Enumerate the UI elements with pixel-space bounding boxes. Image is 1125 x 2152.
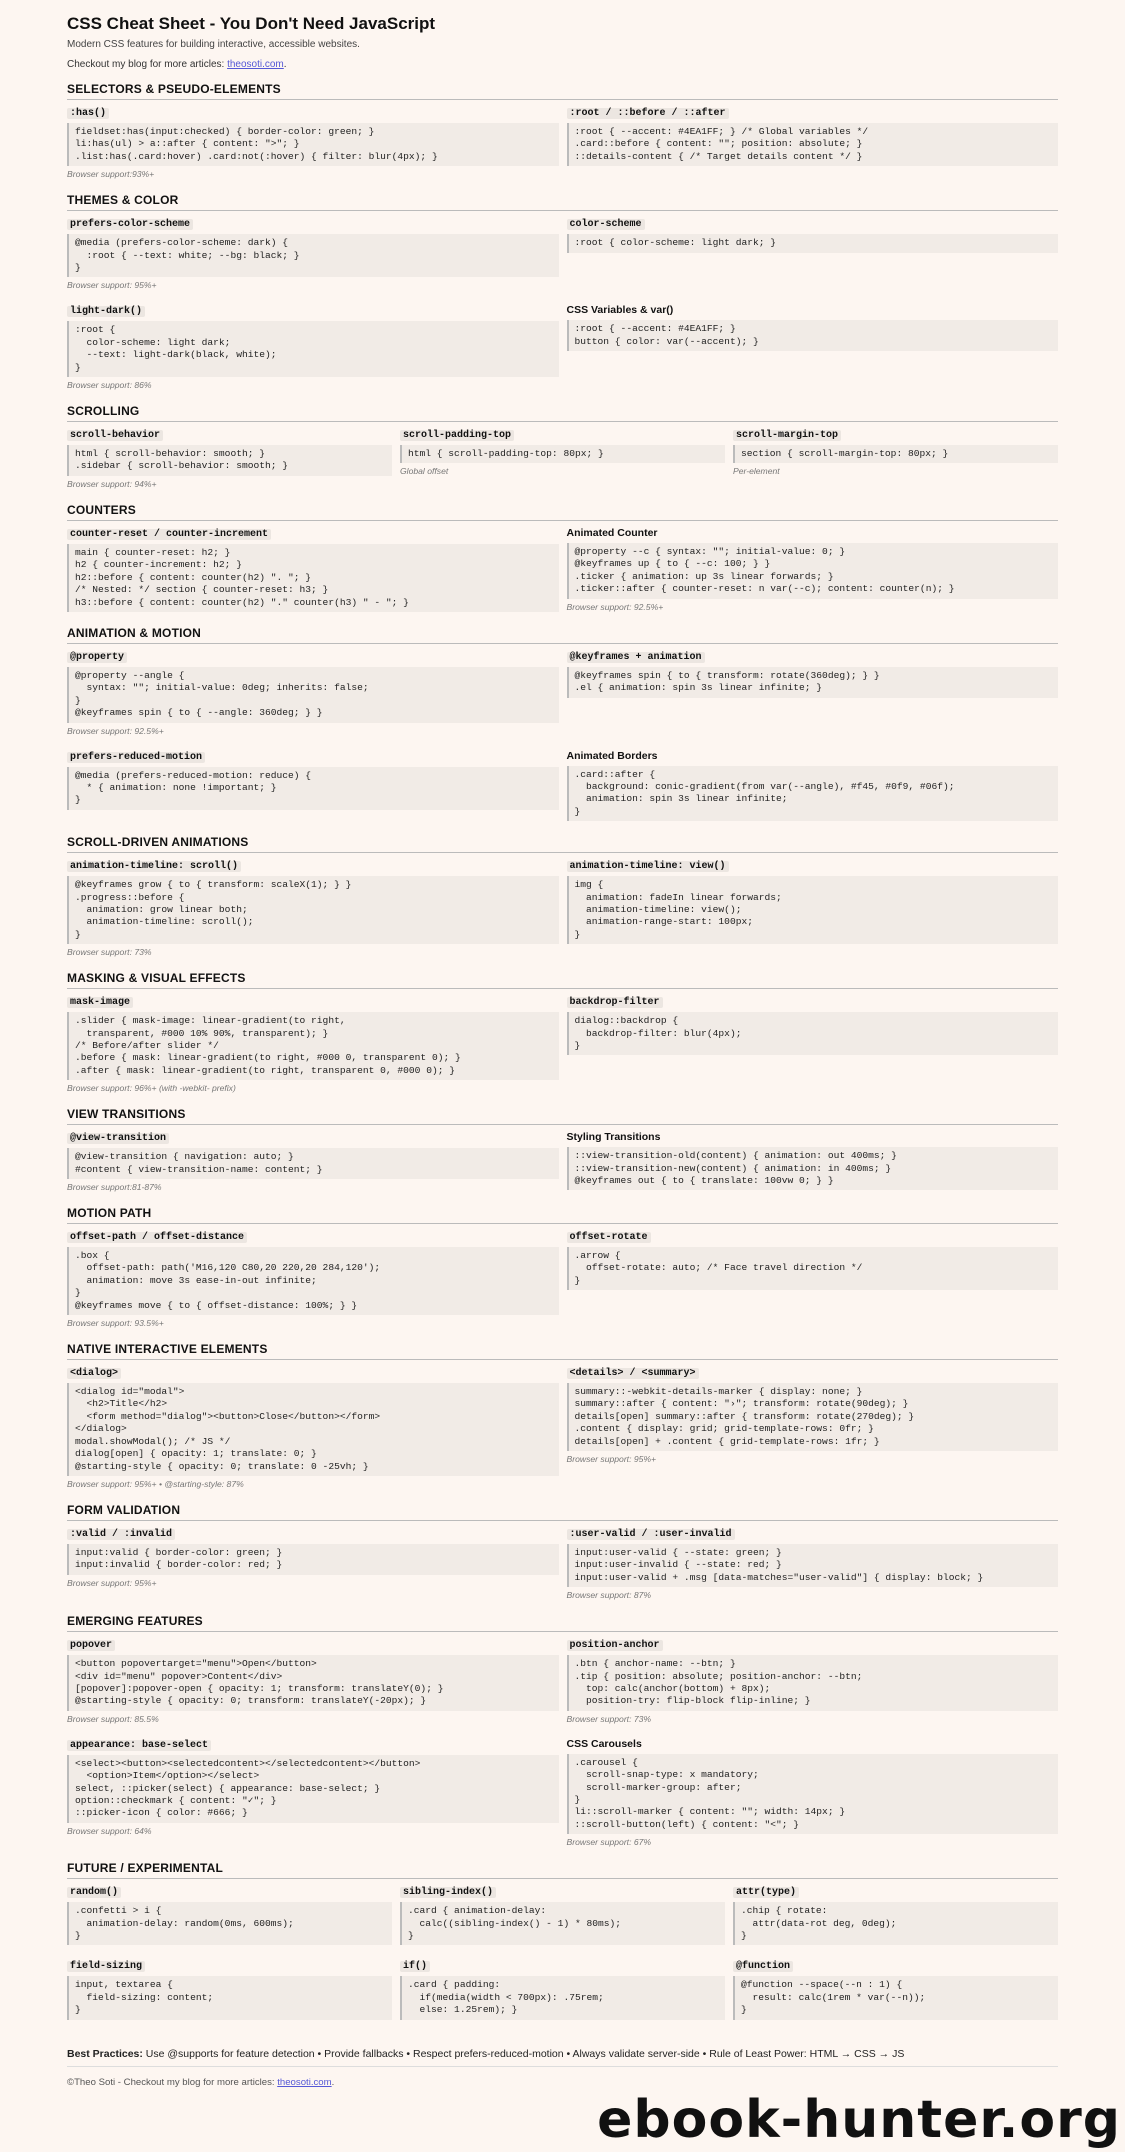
feature-title (67, 1230, 559, 1243)
code-snippet: @keyframes spin { to { transform: rotate(360deg); } } .el { animation: spin 3s linear infinite; } (567, 667, 1059, 698)
code-snippet: ::view-transition-old(content) { animation: out 400ms; } ::view-transition-new(content) { animation: in 400ms; } @keyframes out { to { translate: 100vw 0; } } (567, 1147, 1059, 1190)
page-title: CSS Cheat Sheet - You Don't Need JavaScript (67, 14, 436, 33)
feature-card (67, 995, 559, 1093)
section-title: SCROLL-DRIVEN ANIMATIONS (67, 835, 1058, 853)
section-grid (67, 527, 1058, 612)
browser-support-note: Browser support: 87% (566, 1590, 652, 1601)
feature-title (67, 750, 559, 763)
footer (67, 2077, 1058, 2088)
feature-title (400, 428, 725, 441)
browser-support-note: Browser support:93%+ (67, 169, 155, 180)
feature-card (567, 1527, 1059, 1600)
section-title: VIEW TRANSITIONS (67, 1107, 1058, 1125)
code-snippet: @media (prefers-reduced-motion: reduce) { * { animation: none !important; } } (67, 767, 559, 810)
feature-card (67, 750, 559, 822)
browser-support-note: Browser support: 96%+ (with -webkit- prefix) (67, 1083, 236, 1094)
feature-card (567, 750, 1059, 822)
code-snippet: @property --angle { syntax: ""; initial-value: 0deg; inherits: false; } @keyframes spin { to { --angle: 360deg; } } (67, 667, 559, 723)
feature-card (400, 1885, 725, 1945)
feature-card (567, 1230, 1059, 1328)
browser-support-note: Browser support: 95%+ (566, 1454, 657, 1465)
code-snippet: <button popovertarget="menu">Open</button> <div id="menu" popover>Content</div> [popover]:popover-open { opacity: 1; transform: translateY(0); } @starting-style { opacity: 0; transform: translateY(-20px); } (67, 1655, 559, 1711)
blog-prefix: Checkout my blog for more articles: (67, 59, 228, 70)
feature-title-code: color-scheme (567, 219, 645, 230)
feature-card (67, 217, 559, 290)
feature-title (567, 859, 1059, 872)
feature-title-code: if() (400, 1961, 430, 1972)
code-snippet: summary::-webkit-details-marker { display: none; } summary::after { content: "›"; transform: rotate(90deg); } details[open] summary::after { transform: rotate(270deg); } .content { display: grid; grid-template-rows: 0fr; } details[open] + .content { grid-template-rows: 1fr; } (567, 1383, 1059, 1451)
feature-title (567, 1527, 1059, 1540)
cheat-sheet-page (67, 14, 1058, 2088)
code-snippet: input, textarea { field-sizing: content; } (67, 1976, 392, 2019)
section (67, 503, 1058, 612)
section-title: SCROLLING (67, 404, 1058, 422)
feature-card (567, 1366, 1059, 1489)
code-snippet: @function --space(--n : 1) { result: calc(1rem * var(--n)); } (733, 1976, 1058, 2019)
feature-title-code: prefers-reduced-motion (67, 752, 205, 763)
feature-card (67, 527, 559, 612)
section-title: FUTURE / EXPERIMENTAL (67, 1861, 1058, 1879)
code-snippet: html { scroll-behavior: smooth; } .sidebar { scroll-behavior: smooth; } (67, 445, 392, 476)
code-snippet: .card::after { background: conic-gradient(from var(--angle), #f45, #0f9, #06f); animation: spin 3s linear infinite; } (567, 766, 1059, 822)
section (67, 971, 1058, 1093)
section (67, 1107, 1058, 1192)
browser-support-note: Browser support: 73% (67, 947, 152, 958)
footer-suffix: . (331, 2076, 335, 2088)
section (67, 1342, 1058, 1489)
section-grid (67, 1131, 1058, 1192)
section-title: MASKING & VISUAL EFFECTS (67, 971, 1058, 989)
code-snippet: main { counter-reset: h2; } h2 { counter-increment: h2; } h2::before { content: counter(h2) ". "; } /* Nested: */ section { counter-reset: h3; } h3::before { content: counter(h2) "." counter(h3) " - "; } (67, 544, 559, 612)
feature-title-code: <dialog> (67, 1368, 121, 1379)
section (67, 82, 1058, 179)
section-grid (67, 1885, 1058, 2019)
feature-title: Animated Borders (566, 749, 658, 762)
code-snippet: .arrow { offset-rotate: auto; /* Face travel direction */ } (567, 1247, 1059, 1290)
feature-title (400, 1885, 725, 1898)
browser-support-note: Browser support: 95%+ (67, 1577, 157, 1588)
browser-support-note: Browser support: 95%+ (67, 280, 157, 291)
best-practices-label: Best Practices: (67, 2047, 143, 2060)
feature-card (67, 1527, 559, 1600)
feature-title (567, 1230, 1059, 1243)
code-snippet: .chip { rotate: attr(data-rot deg, 0deg); } (733, 1902, 1058, 1945)
feature-title: Animated Counter (566, 526, 658, 539)
section-title: SELECTORS & PSEUDO-ELEMENTS (67, 82, 1058, 100)
section-grid (67, 428, 1058, 489)
watermark: ebook-hunter.org (597, 2090, 1121, 2150)
feature-title-code: random() (67, 1887, 121, 1898)
section (67, 1861, 1058, 2019)
feature-title-code: mask-image (67, 997, 133, 1008)
feature-title (733, 1885, 1058, 1898)
browser-support-note: Browser support: 73% (566, 1713, 652, 1724)
footer-link[interactable]: theosoti.com (277, 2076, 332, 2088)
feature-title (733, 428, 1058, 441)
section-title: NATIVE INTERACTIVE ELEMENTS (67, 1342, 1058, 1360)
browser-support-note: Browser support: 67% (566, 1837, 652, 1848)
code-snippet: :root { --accent: #4EA1FF; } /* Global variables */ .card::before { content: ""; position: absolute; } ::details-content { /* Target details content */ } (567, 123, 1059, 166)
feature-card (567, 1131, 1059, 1192)
section (67, 1614, 1058, 1847)
feature-title-code: @keyframes + animation (567, 652, 705, 663)
feature-title (567, 106, 1059, 119)
feature-title (67, 527, 559, 540)
feature-title-code: animation-timeline: view() (567, 861, 729, 872)
section (67, 193, 1058, 390)
browser-support-note: Browser support: 92.5%+ (67, 725, 164, 736)
feature-card (733, 428, 1058, 489)
browser-support-note: Global offset (400, 466, 449, 477)
section-title: MOTION PATH (67, 1206, 1058, 1224)
feature-card (67, 1230, 559, 1328)
browser-support-note: Browser support: 92.5%+ (566, 601, 664, 612)
feature-card (67, 1738, 559, 1847)
code-snippet: input:user-valid { --state: green; } input:user-invalid { --state: red; } input:user-valid + .msg [data-matches="user-valid"] { display: block; } (567, 1544, 1059, 1587)
browser-support-note: Browser support:81-87% (67, 1182, 162, 1193)
feature-card (67, 1959, 392, 2019)
feature-card (567, 106, 1059, 179)
feature-title (67, 1131, 559, 1144)
feature-title-code: position-anchor (567, 1640, 663, 1651)
browser-support-note: Browser support: 93.5%+ (67, 1318, 164, 1329)
browser-support-note: Browser support: 64% (67, 1825, 152, 1836)
feature-title-code: @function (733, 1961, 793, 1972)
section (67, 404, 1058, 489)
feature-card (67, 304, 559, 390)
code-snippet: @view-transition { navigation: auto; } #content { view-transition-name: content; } (67, 1148, 559, 1179)
feature-title-code: prefers-color-scheme (67, 219, 193, 230)
feature-title (567, 995, 1059, 1008)
feature-title-code: scroll-padding-top (400, 430, 514, 441)
feature-card (567, 1638, 1059, 1724)
feature-title (67, 995, 559, 1008)
feature-title (67, 106, 559, 119)
code-snippet: <select><button><selectedcontent></selectedcontent></button> <option>Item</option></select> select, ::picker(select) { appearance: base-select; } option::checkmark { content: "✓"; } ::picker-icon { color: #666; } (67, 1755, 559, 1823)
feature-card (567, 217, 1059, 290)
feature-card (400, 428, 725, 489)
feature-card (400, 1959, 725, 2019)
section-grid (67, 1230, 1058, 1328)
feature-card (567, 1738, 1059, 1847)
feature-title-code: :valid / :invalid (67, 1529, 175, 1540)
code-snippet: img { animation: fadeIn linear forwards; animation-timeline: view(); animation-range-start: 100px; } (567, 876, 1059, 944)
code-snippet: .card { padding: if(media(width < 700px): .75rem; else: 1.25rem); } (400, 1976, 725, 2019)
feature-card (67, 1366, 559, 1489)
section-title: EMERGING FEATURES (67, 1614, 1058, 1632)
section-grid (67, 217, 1058, 390)
feature-card (567, 995, 1059, 1093)
browser-support-note: Browser support: 85.5% (67, 1713, 159, 1724)
best-practices-text: Use @supports for feature detection • Provide fallbacks • Respect prefers-reduced-motion • Always validate server-side • Rule of Least Power: HTML → CSS → JS (142, 2047, 905, 2060)
feature-title-code: offset-path / offset-distance (67, 1232, 247, 1243)
blog-suffix: . (283, 59, 287, 70)
feature-card (67, 650, 559, 736)
feature-card (67, 1885, 392, 1945)
section-title: COUNTERS (67, 503, 1058, 521)
code-snippet: .btn { anchor-name: --btn; } .tip { position: absolute; position-anchor: --btn; top: calc(anchor(bottom) + 8px); position-try: flip-block flip-inline; } (567, 1655, 1059, 1711)
feature-title-code: light-dark() (67, 306, 145, 317)
code-snippet: html { scroll-padding-top: 80px; } (400, 445, 725, 463)
blog-line (67, 59, 1058, 70)
feature-title-code: sibling-index() (400, 1887, 496, 1898)
feature-title-code: :has() (67, 108, 109, 119)
section-grid (67, 859, 1058, 957)
section (67, 1503, 1058, 1600)
feature-card (567, 304, 1059, 390)
feature-title (733, 1959, 1058, 1972)
feature-title: Styling Transitions (566, 1131, 661, 1144)
code-snippet: @property --c { syntax: ""; initial-value: 0; } @keyframes up { to { --c: 100; } } .ticker { animation: up 3s linear forwards; } .ticker::after { counter-reset: n var(--c); content: counter(n); } (567, 543, 1059, 599)
code-snippet: section { scroll-margin-top: 80px; } (733, 445, 1058, 463)
code-snippet: :root { color-scheme: light dark; --text: light-dark(black, white); } (67, 321, 559, 377)
feature-title (567, 650, 1059, 663)
feature-title-code: <details> / <summary> (567, 1368, 699, 1379)
code-snippet: <dialog id="modal"> <h2>Title</h2> <form method="dialog"><button>Close</button></form> </dialog> modal.showModal(); /* JS */ dialog[open] { opacity: 1; translate: 0; } @starting-style { opacity: 0; translate: 0 -25vh; } (67, 1383, 559, 1476)
section-grid (67, 1638, 1058, 1847)
feature-title (567, 1366, 1059, 1379)
feature-card (67, 106, 559, 179)
browser-support-note: Per-element (733, 466, 780, 477)
section (67, 1206, 1058, 1328)
code-snippet: :root { --accent: #4EA1FF; } button { color: var(--accent); } (567, 320, 1059, 351)
feature-title (67, 428, 392, 441)
feature-title (67, 859, 559, 872)
code-snippet: input:valid { border-color: green; } input:invalid { border-color: red; } (67, 1544, 559, 1575)
code-snippet: .card { animation-delay: calc((sibling-index() - 1) * 80ms); } (400, 1902, 725, 1945)
feature-title (567, 1638, 1059, 1651)
feature-title: CSS Variables & var() (566, 304, 674, 317)
feature-card (733, 1885, 1058, 1945)
feature-card (67, 859, 559, 957)
feature-title (400, 1959, 725, 1972)
feature-card (67, 428, 392, 489)
code-snippet: dialog::backdrop { backdrop-filter: blur(4px); } (567, 1012, 1059, 1055)
footer-prefix: ©Theo Soti - Checkout my blog for more articles: (67, 2076, 278, 2088)
sections-container (67, 82, 1058, 2020)
feature-title-code: @view-transition (67, 1133, 169, 1144)
feature-card (67, 1638, 559, 1724)
section-grid (67, 1527, 1058, 1600)
code-snippet: fieldset:has(input:checked) { border-color: green; } li:has(ul) > a::after { content: ">"; } .list:has(.card:hover) .card:not(:hover) { filter: blur(4px); } (67, 123, 559, 166)
feature-title-code: @property (67, 652, 127, 663)
section (67, 626, 1058, 821)
code-snippet: @media (prefers-color-scheme: dark) { :root { --text: white; --bg: black; } } (67, 234, 559, 277)
blog-link[interactable]: theosoti.com (227, 59, 284, 70)
page-subtitle: Modern CSS features for building interactive, accessible websites. (67, 39, 360, 50)
feature-card (67, 1131, 559, 1192)
code-snippet: @keyframes grow { to { transform: scaleX(1); } } .progress::before { animation: grow linear both; animation-timeline: scroll(); } (67, 876, 559, 944)
section-grid (67, 106, 1058, 179)
feature-title-code: :root / ::before / ::after (567, 108, 729, 119)
feature-title-code: :user-valid / :user-invalid (567, 1529, 735, 1540)
feature-title (67, 1959, 392, 1972)
feature-title-code: scroll-margin-top (733, 430, 841, 441)
section-grid (67, 650, 1058, 821)
feature-title-code: popover (67, 1640, 115, 1651)
code-snippet: .box { offset-path: path('M16,120 C80,20 220,20 284,120'); animation: move 3s ease-in-out infinite; } @keyframes move { to { offset-distance: 100%; } } (67, 1247, 559, 1315)
section-title: THEMES & COLOR (67, 193, 1058, 211)
feature-title (67, 650, 559, 663)
feature-title (67, 1638, 559, 1651)
browser-support-note: Browser support: 95%+ • @starting-style: 87% (67, 1478, 244, 1489)
feature-title (67, 1738, 559, 1751)
section-grid (67, 995, 1058, 1093)
feature-title-code: field-sizing (67, 1961, 145, 1972)
feature-card (567, 527, 1059, 612)
feature-title-code: offset-rotate (567, 1232, 651, 1243)
best-practices (67, 2042, 1058, 2067)
feature-title: CSS Carousels (566, 1737, 642, 1750)
feature-title (67, 1885, 392, 1898)
feature-title (67, 304, 559, 317)
feature-title-code: animation-timeline: scroll() (67, 861, 241, 872)
feature-title (567, 217, 1059, 230)
code-snippet: .confetti > i { animation-delay: random(0ms, 600ms); } (67, 1902, 392, 1945)
feature-card (567, 859, 1059, 957)
feature-title-code: counter-reset / counter-increment (67, 529, 271, 540)
section-title: FORM VALIDATION (67, 1503, 1058, 1521)
feature-title (67, 1366, 559, 1379)
section-title: ANIMATION & MOTION (67, 626, 1058, 644)
feature-title (67, 1527, 559, 1540)
feature-title-code: attr(type) (733, 1887, 799, 1898)
feature-title-code: appearance: base-select (67, 1740, 211, 1751)
feature-title (67, 217, 559, 230)
code-snippet: .carousel { scroll-snap-type: x mandatory; scroll-marker-group: after; } li::scroll-marker { content: ""; width: 14px; } ::scroll-button(left) { content: "<"; } (567, 1754, 1059, 1834)
feature-title-code: scroll-behavior (67, 430, 163, 441)
feature-card (733, 1959, 1058, 2019)
code-snippet: .slider { mask-image: linear-gradient(to right, transparent, #000 10% 90%, transparent); } /* Before/after slider */ .before { mask: linear-gradient(to right, #000 0, transparent 0); } .after { mask: linear-gradient(to right, transparent 0, #000 0); } (67, 1012, 559, 1080)
section-grid (67, 1366, 1058, 1489)
browser-support-note: Browser support: 86% (67, 380, 152, 391)
feature-card (567, 650, 1059, 736)
section (67, 835, 1058, 957)
code-snippet: :root { color-scheme: light dark; } (567, 234, 1059, 252)
feature-title-code: backdrop-filter (567, 997, 663, 1008)
browser-support-note: Browser support: 94%+ (67, 478, 157, 489)
